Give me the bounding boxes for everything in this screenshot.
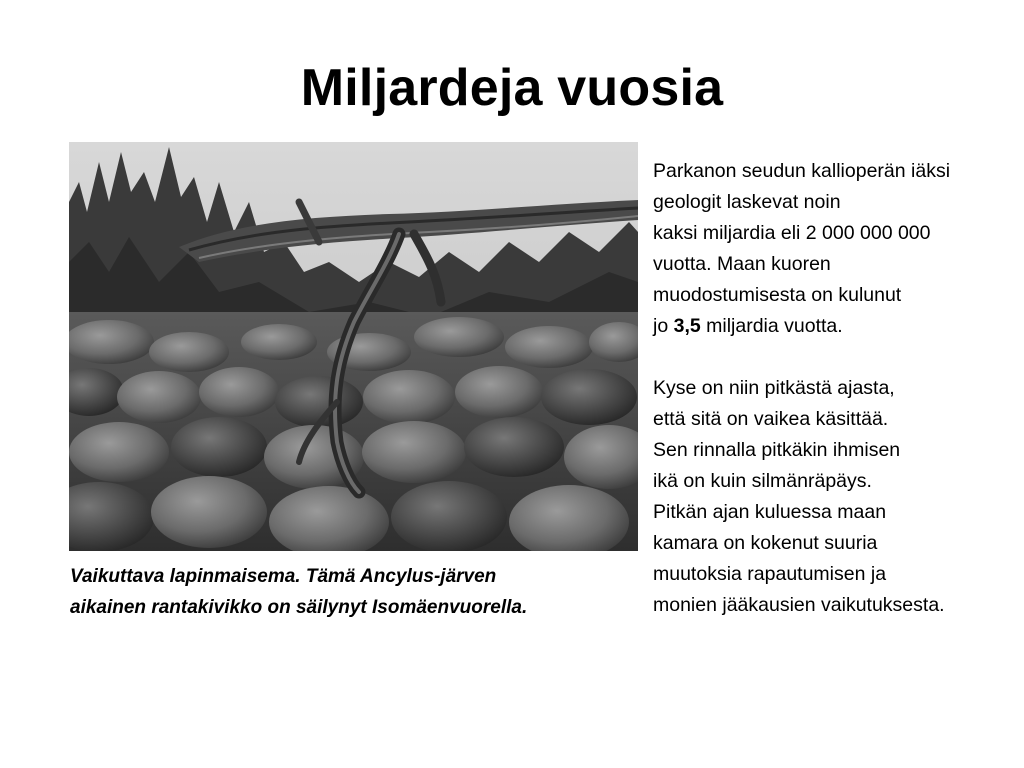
caption-line: Vaikuttava lapinmaisema. Tämä Ancylus-järven — [70, 566, 497, 587]
caption-line: aikainen rantakivikko on säilynyt Isomäenvuorella. — [70, 597, 528, 618]
paragraph-gap — [653, 342, 1013, 373]
text-line: että sitä on vaikea käsittää. — [653, 408, 889, 430]
text-line: Sen rinnalla pitkäkin ihmisen — [653, 439, 901, 461]
text-line: muutoksia rapautumisen ja — [653, 563, 887, 585]
text-line: muodostumisesta on kulunut — [653, 284, 902, 306]
text-line: Kyse on niin pitkästä ajasta, — [653, 377, 895, 399]
slide-title: Miljardeja vuosia — [300, 59, 724, 117]
landscape-photo — [69, 142, 638, 551]
text-line: Parkanon seudun kallioperän iäksi — [653, 160, 951, 182]
body-text — [653, 156, 1013, 621]
text-line: monien jääkausien vaikutuksesta. — [653, 594, 945, 616]
text-line: ikä on kuin silmänräpäys. — [653, 470, 872, 492]
text-line-age — [653, 311, 1013, 342]
age-prefix: jo — [653, 315, 674, 337]
age-suffix: miljardia vuotta. — [700, 315, 843, 337]
age-value: 3,5 — [673, 315, 701, 337]
text-line: geologit laskevat noin — [653, 191, 841, 213]
text-line: kamara on kokenut suuria — [653, 532, 878, 554]
text-line: vuotta. Maan kuoren — [653, 253, 831, 275]
photo-caption — [70, 561, 650, 623]
text-line: Pitkän ajan kuluessa maan — [653, 501, 887, 523]
text-line: kaksi miljardia eli 2 000 000 000 — [653, 222, 931, 244]
